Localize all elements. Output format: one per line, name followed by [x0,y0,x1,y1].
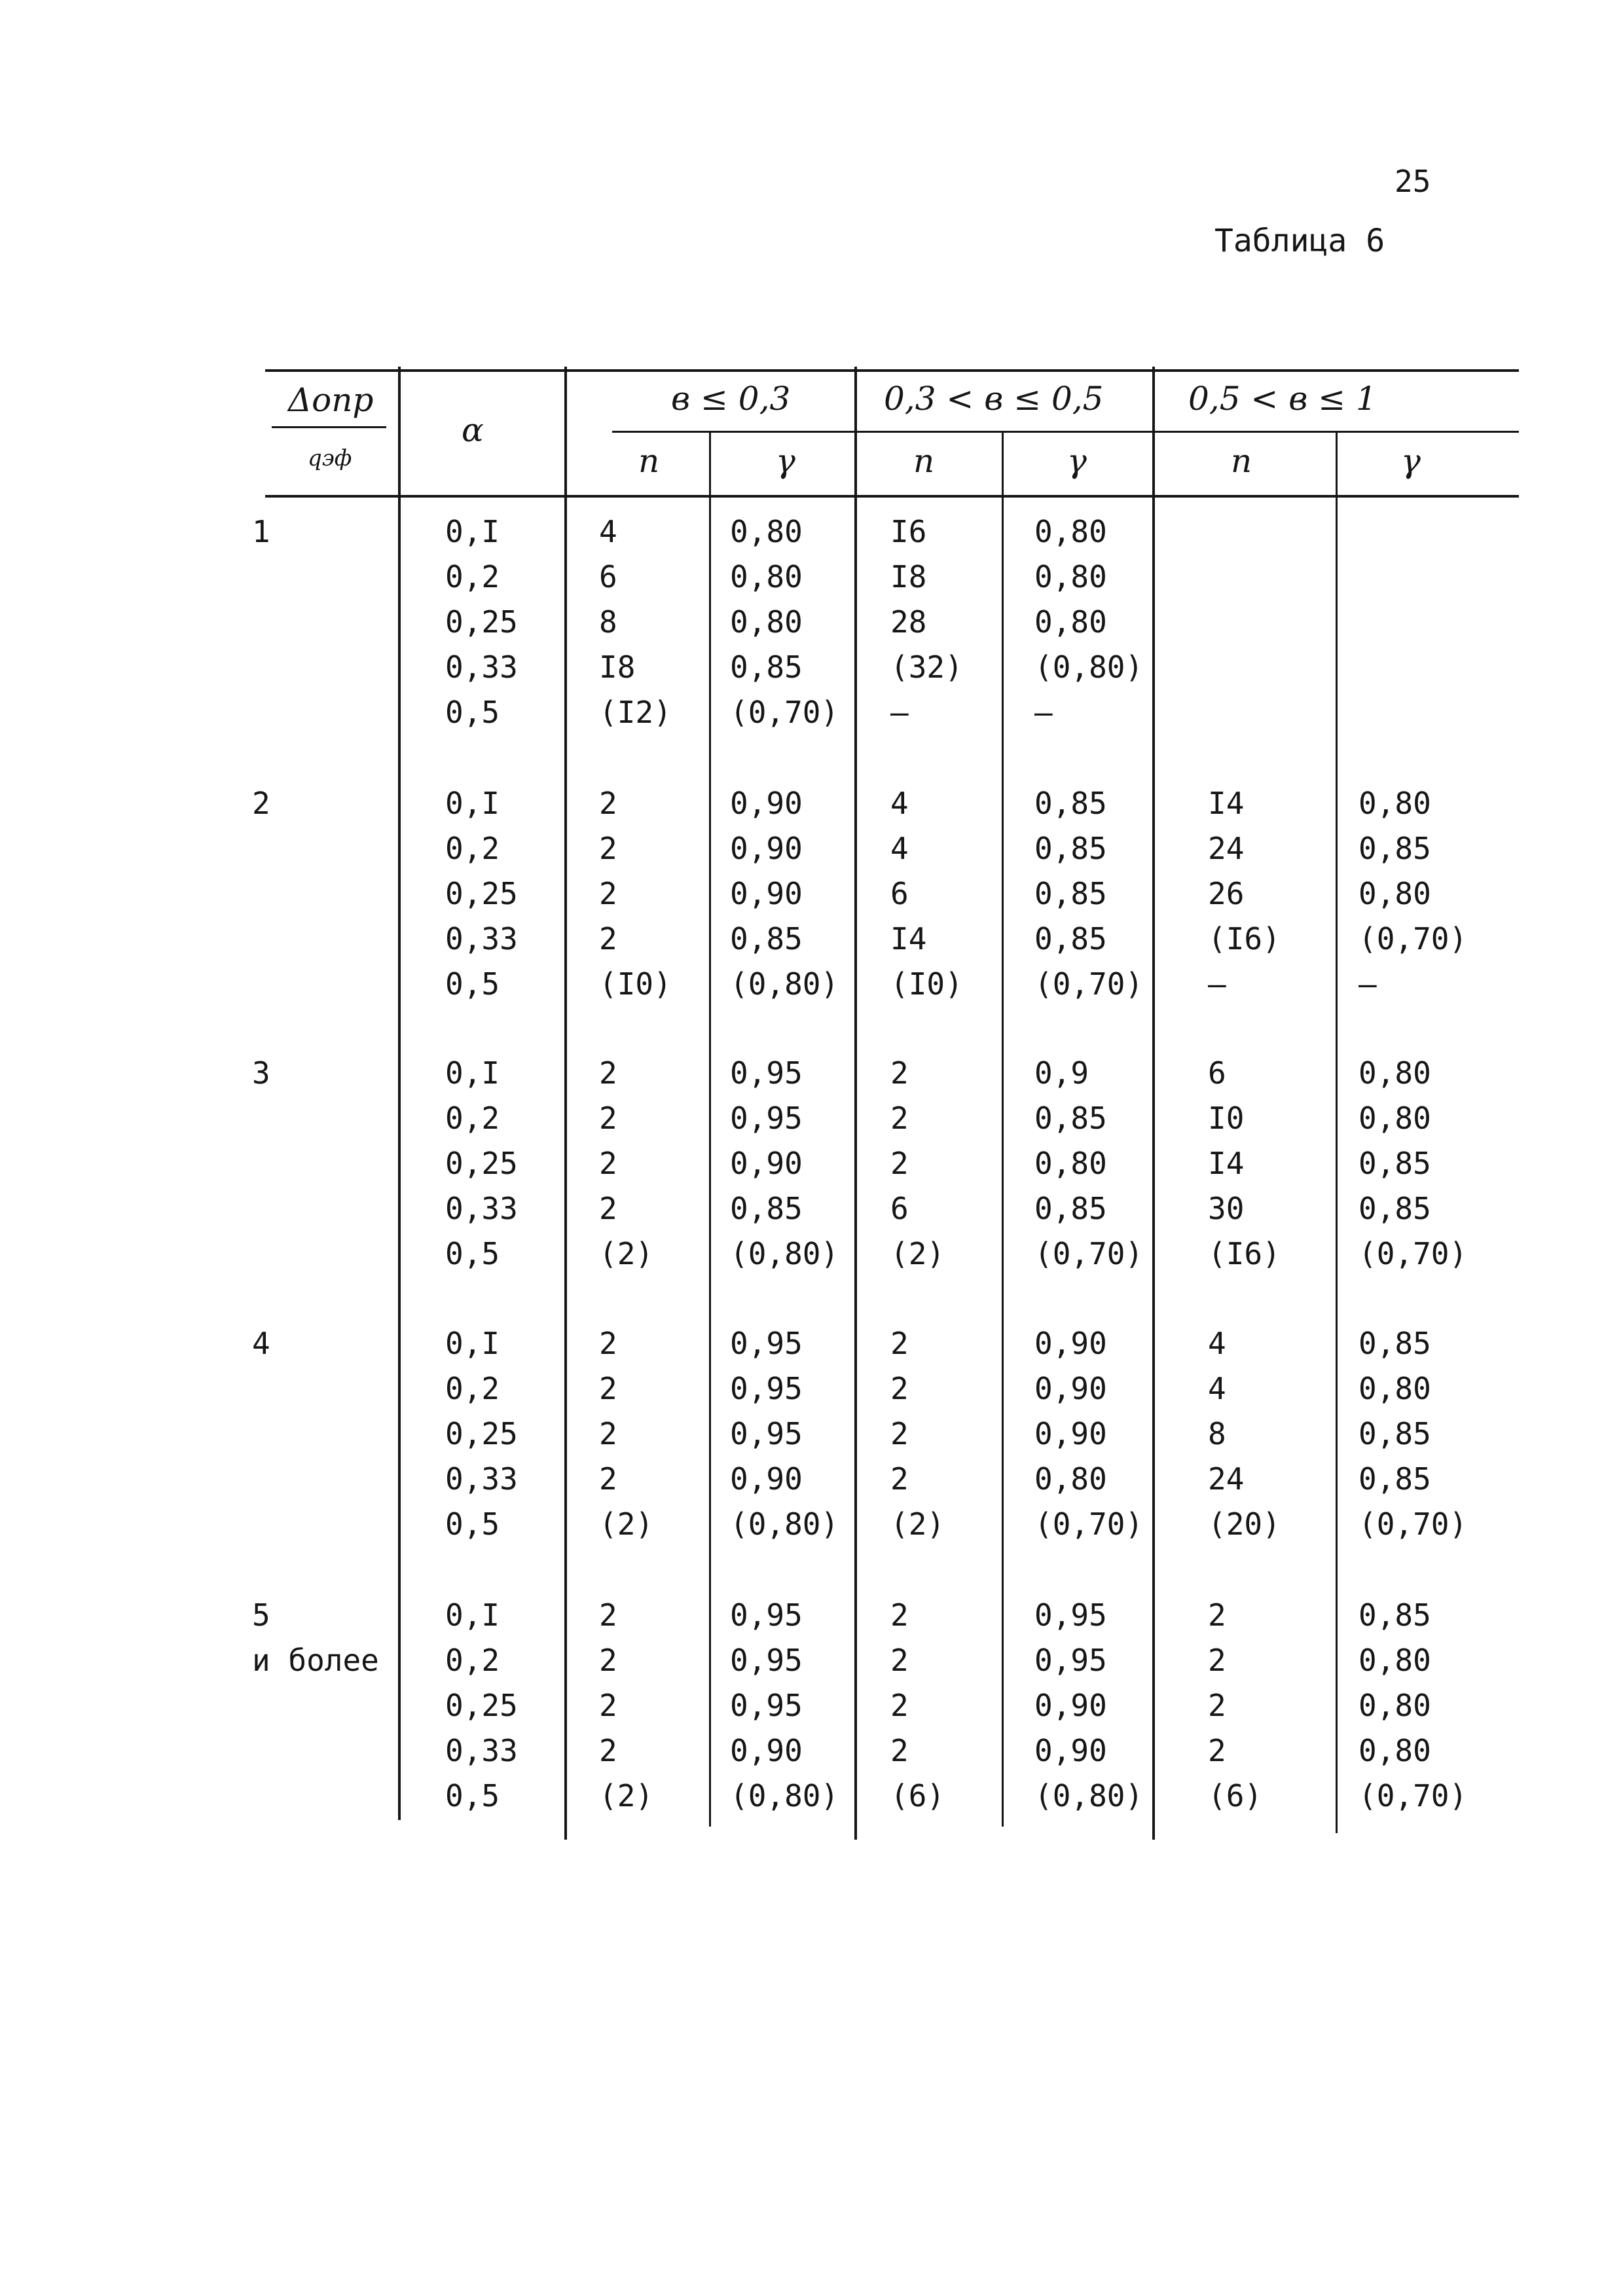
table-cell-n-1: 2 [599,1146,617,1181]
table-cell-gamma-2: 0,90 [1034,1416,1107,1451]
table-cell-n-1: I8 [599,649,636,685]
table-cell-n-2: 4 [890,831,909,866]
table-cell-n-2: 2 [890,1101,909,1136]
table-cell-gamma-1: (0,80) [730,1236,839,1271]
table-cell-alpha: 0,2 [445,559,500,594]
table-cell-gamma-2: 0,85 [1034,1191,1107,1226]
table-cell-n-3: 6 [1208,1055,1226,1091]
table-cell-n-2: (I0) [890,966,963,1002]
table-cell-gamma-2: 0,90 [1034,1688,1107,1723]
table-cell-alpha: 0,25 [445,1688,518,1723]
table-cell-n-3: 2 [1208,1733,1226,1768]
table-cell-n-3: (I6) [1208,1236,1281,1271]
col-rule-alpha [564,367,567,1840]
table-cell-n-1: 2 [599,1055,617,1091]
table-cell-n-1: 8 [599,604,617,640]
table-cell-n-1: 2 [599,1191,617,1226]
header-gamma-2: γ [1067,442,1087,480]
table-cell-alpha: 0,33 [445,1191,518,1226]
header-group-2: 0,3 < в ≤ 0,5 [884,380,1104,418]
table-cell-n-2: I8 [890,559,927,594]
header-gamma-1: γ [776,442,795,480]
table-cell-gamma-2: 0,85 [1034,831,1107,866]
table-cell-gamma-1: 0,85 [730,649,803,685]
table-cell-n-2: I6 [890,514,927,549]
table-cell-n-1: 6 [599,559,617,594]
table-cell-n-3: 30 [1208,1191,1245,1226]
table-cell-gamma-2: (0,70) [1034,966,1144,1002]
table-cell-gamma-1: (0,80) [730,1506,839,1542]
table-cell-n-1: 2 [599,1461,617,1497]
table-cell-n-1: 2 [599,1101,617,1136]
table-cell-gamma-3: 0,80 [1359,1643,1431,1678]
table-cell-n-1: (2) [599,1236,654,1271]
table-cell-n-2: 2 [890,1643,909,1678]
table-cell-gamma-1: (0,80) [730,966,839,1002]
table-cell-gamma-3: 0,85 [1359,1416,1431,1451]
table-cell-gamma-1: 0,95 [730,1688,803,1723]
table-cell-gamma-2: (0,70) [1034,1506,1144,1542]
header-alpha-label: α [462,411,484,449]
header-delta-label: Δопр [288,381,374,419]
table-cell-n-1: 2 [599,1643,617,1678]
table-cell-gamma-3: 0,80 [1359,1371,1431,1406]
table-cell-gamma-1: 0,90 [730,1733,803,1768]
table-cell-n-3: 4 [1208,1326,1226,1361]
table-cell-alpha: 0,33 [445,1733,518,1768]
table-cell-gamma-3: 0,80 [1359,1733,1431,1768]
table-caption: Таблица 6 [1214,223,1385,259]
table-cell-gamma-2: (0,80) [1034,649,1144,685]
table-cell-alpha: 0,5 [445,1506,500,1542]
table-cell-n-1: (I2) [599,695,672,730]
table-cell-gamma-1: 0,95 [730,1101,803,1136]
table-cell-n-1: (2) [599,1778,654,1813]
header-group-3: 0,5 < в ≤ 1 [1188,380,1377,418]
table-cell-alpha: 0,I [445,1055,500,1091]
table-cell-alpha: 0,33 [445,649,518,685]
table-cell-gamma-2: 0,85 [1034,921,1107,957]
table-cell-n-3: 4 [1208,1371,1226,1406]
table-cell-alpha: 0,I [445,786,500,821]
table-cell-gamma-1: 0,85 [730,1191,803,1226]
table-cell-alpha: 0,I [445,514,500,549]
table-cell-n-3: 24 [1208,1461,1245,1497]
table-cell-n-2: (6) [890,1778,945,1813]
table-cell-gamma-1: 0,95 [730,1055,803,1091]
table-cell-alpha: 0,25 [445,1416,518,1451]
col-rule-n3 [1336,432,1338,1833]
col-rule-label [398,367,401,1820]
group-label: 3 [252,1055,270,1091]
table-cell-gamma-2: 0,80 [1034,1146,1107,1181]
header-n-3: n [1231,442,1252,480]
table-cell-gamma-2: 0,90 [1034,1326,1107,1361]
table-cell-gamma-2: 0,85 [1034,1101,1107,1136]
table-cell-gamma-3: 0,80 [1359,1055,1431,1091]
table-cell-gamma-1: 0,80 [730,514,803,549]
table-cell-gamma-3: 0,85 [1359,1326,1431,1361]
table-cell-gamma-3: (0,70) [1359,1236,1468,1271]
table-cell-n-3: I4 [1208,1146,1245,1181]
table-cell-n-1: 2 [599,876,617,911]
table-cell-n-2: 6 [890,1191,909,1226]
table-cell-n-3: I4 [1208,786,1245,821]
table-cell-gamma-2: 0,90 [1034,1371,1107,1406]
table-cell-gamma-3: (0,70) [1359,1506,1468,1542]
table-cell-gamma-3: 0,85 [1359,1146,1431,1181]
table-cell-n-2: I4 [890,921,927,957]
table-cell-n-1: 2 [599,831,617,866]
table-cell-n-3: 2 [1208,1643,1226,1678]
table-cell-gamma-1: 0,90 [730,831,803,866]
table-cell-alpha: 0,2 [445,1371,500,1406]
table-cell-gamma-3: – [1359,966,1377,1002]
table-cell-gamma-1: 0,95 [730,1643,803,1678]
table-cell-gamma-2: 0,95 [1034,1643,1107,1678]
table-cell-gamma-3: 0,80 [1359,1101,1431,1136]
table-cell-alpha: 0,33 [445,1461,518,1497]
group-label: 5 [252,1597,270,1633]
table-cell-gamma-2: 0,80 [1034,1461,1107,1497]
table-cell-alpha: 0,5 [445,1778,500,1813]
table-cell-alpha: 0,33 [445,921,518,957]
table-cell-n-1: 2 [599,1688,617,1723]
table-cell-gamma-2: 0,80 [1034,559,1107,594]
table-cell-n-2: 2 [890,1597,909,1633]
table-cell-n-2: 2 [890,1146,909,1181]
table-cell-gamma-1: 0,95 [730,1416,803,1451]
table-cell-n-1: (2) [599,1506,654,1542]
table-cell-n-2: (32) [890,649,963,685]
table-cell-n-3: 2 [1208,1688,1226,1723]
header-bottom-rule [265,495,1519,498]
table-cell-alpha: 0,25 [445,604,518,640]
group-label: 4 [252,1326,270,1361]
table-cell-n-3: (I6) [1208,921,1281,957]
table-cell-n-3: (20) [1208,1506,1281,1542]
table-cell-gamma-1: 0,90 [730,1461,803,1497]
table-cell-gamma-1: 0,80 [730,559,803,594]
table-cell-n-2: 2 [890,1461,909,1497]
group-label: 2 [252,786,270,821]
group-label: и более [252,1643,379,1678]
table-cell-gamma-2: 0,9 [1034,1055,1089,1091]
table-cell-gamma-1: (0,80) [730,1778,839,1813]
table-cell-n-2: 4 [890,786,909,821]
table-cell-gamma-1: 0,90 [730,786,803,821]
table-cell-gamma-2: 0,80 [1034,514,1107,549]
table-cell-gamma-3: 0,85 [1359,1597,1431,1633]
table-cell-n-3: (6) [1208,1778,1263,1813]
table-cell-n-3: 26 [1208,876,1245,911]
table-cell-n-1: 2 [599,1733,617,1768]
table-cell-gamma-2: 0,90 [1034,1733,1107,1768]
table-cell-n-1: 2 [599,1597,617,1633]
table-cell-n-2: 2 [890,1733,909,1768]
table-cell-gamma-3: 0,80 [1359,1688,1431,1723]
fraction-bar [272,426,386,428]
table-cell-alpha: 0,I [445,1326,500,1361]
table-cell-gamma-3: 0,85 [1359,1461,1431,1497]
table-cell-n-3: 2 [1208,1597,1226,1633]
table-cell-n-1: (I0) [599,966,672,1002]
table-cell-alpha: 0,5 [445,695,500,730]
table-cell-gamma-2: (0,80) [1034,1778,1144,1813]
header-n-1: n [638,442,660,480]
table-cell-gamma-2: 0,85 [1034,786,1107,821]
table-cell-gamma-2: 0,95 [1034,1597,1107,1633]
table-cell-n-2: – [890,695,909,730]
table-cell-gamma-3: (0,70) [1359,1778,1468,1813]
table-cell-gamma-1: 0,95 [730,1371,803,1406]
header-gamma-3: γ [1401,442,1421,480]
table-cell-gamma-2: 0,85 [1034,876,1107,911]
table-cell-n-3: 8 [1208,1416,1226,1451]
header-group-1: в ≤ 0,3 [671,380,791,418]
table-cell-alpha: 0,25 [445,876,518,911]
col-rule-n1 [709,432,711,1827]
table-cell-alpha: 0,2 [445,1643,500,1678]
table-cell-n-2: 28 [890,604,927,640]
table-cell-n-1: 2 [599,1371,617,1406]
table-cell-n-3: 24 [1208,831,1245,866]
header-q-label: qэф [308,445,352,471]
header-mid-rule [612,431,1519,433]
table-cell-n-1: 2 [599,1416,617,1451]
table-cell-gamma-3: 0,80 [1359,786,1431,821]
group-label: 1 [252,514,270,549]
table-cell-n-1: 2 [599,786,617,821]
table-cell-gamma-2: – [1034,695,1053,730]
col-rule-g2 [1152,367,1155,1840]
col-rule-n2 [1002,432,1004,1827]
table-cell-n-2: 2 [890,1326,909,1361]
table-cell-alpha: 0,I [445,1597,500,1633]
table-cell-n-2: 2 [890,1416,909,1451]
table-cell-gamma-1: 0,85 [730,921,803,957]
table-cell-gamma-1: 0,95 [730,1597,803,1633]
table-cell-gamma-1: (0,70) [730,695,839,730]
table-cell-n-2: 2 [890,1688,909,1723]
table-cell-gamma-3: 0,80 [1359,876,1431,911]
table-cell-gamma-3: 0,85 [1359,831,1431,866]
table-cell-gamma-1: 0,90 [730,876,803,911]
table-cell-gamma-2: 0,80 [1034,604,1107,640]
table-cell-n-2: 6 [890,876,909,911]
page-number: 25 [1395,164,1431,199]
table-cell-n-1: 2 [599,921,617,957]
table-cell-gamma-1: 0,80 [730,604,803,640]
table-cell-gamma-1: 0,95 [730,1326,803,1361]
table-cell-gamma-1: 0,90 [730,1146,803,1181]
table-cell-n-2: 2 [890,1055,909,1091]
table-cell-alpha: 0,5 [445,1236,500,1271]
header-n-2: n [913,442,935,480]
table-cell-n-3: – [1208,966,1226,1002]
table-cell-alpha: 0,2 [445,1101,500,1136]
table-cell-alpha: 0,25 [445,1146,518,1181]
table-cell-gamma-2: (0,70) [1034,1236,1144,1271]
table-cell-n-2: (2) [890,1506,945,1542]
table-cell-alpha: 0,5 [445,966,500,1002]
table-cell-alpha: 0,2 [445,831,500,866]
table-cell-n-1: 4 [599,514,617,549]
table-cell-n-2: (2) [890,1236,945,1271]
table-cell-n-3: I0 [1208,1101,1245,1136]
table-cell-gamma-3: 0,85 [1359,1191,1431,1226]
col-rule-g1 [854,367,857,1840]
table-cell-n-2: 2 [890,1371,909,1406]
table-top-rule [265,369,1519,372]
table-cell-gamma-3: (0,70) [1359,921,1468,957]
table-cell-n-1: 2 [599,1326,617,1361]
